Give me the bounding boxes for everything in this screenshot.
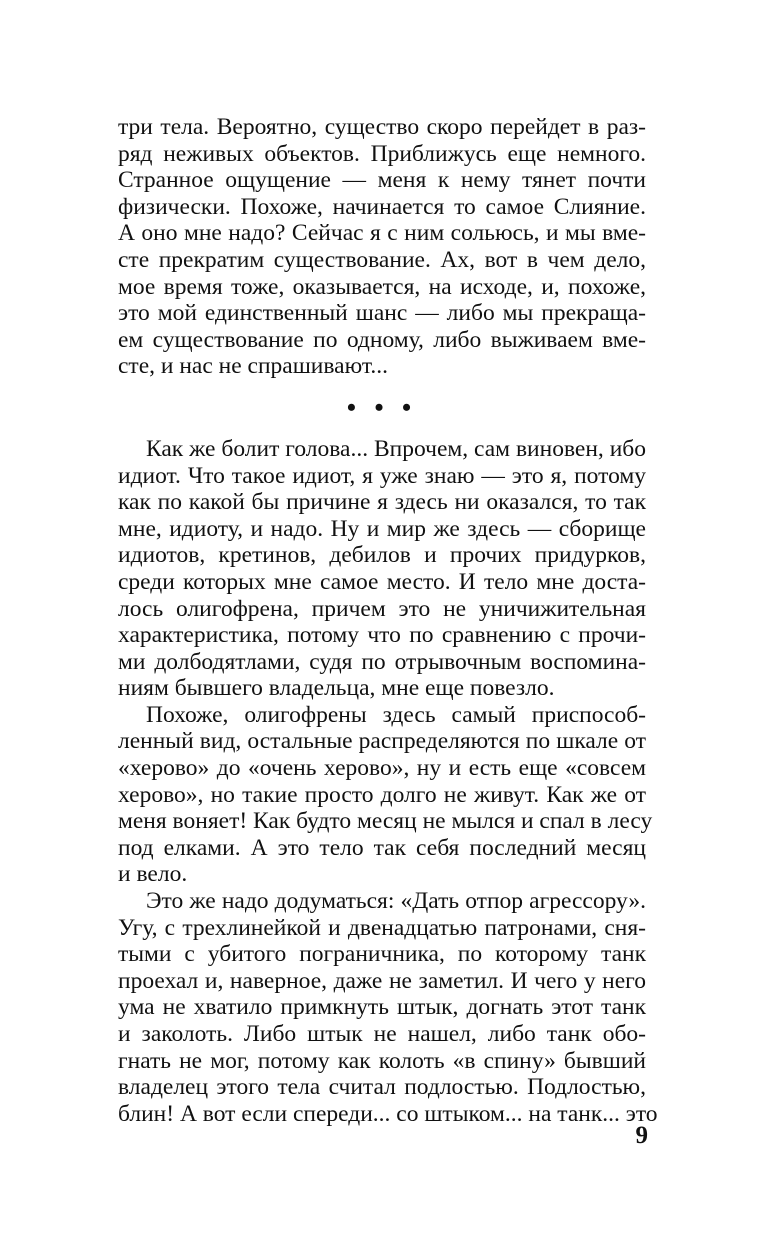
text-line: Угу, с трехлинейкой и двенадцатью патронами, сня-	[118, 914, 646, 941]
paragraph	[118, 888, 658, 1127]
text-line: ленный вид, остальные распределяются по шкале от	[118, 728, 646, 755]
text-line: ниям бывшего владельца, мне еще повезло.	[118, 675, 555, 702]
text-line: Похоже, олигофрены здесь самый приспособ-	[146, 701, 646, 728]
paragraph-continuation	[118, 114, 646, 380]
page-number: 9	[635, 1122, 648, 1149]
text-line: «херово» до «очень херово», ну и есть еще «совсем	[118, 755, 646, 782]
text-line: херово», но такие просто долго не живут. Как же от	[118, 781, 646, 808]
text-line: проехал и, наверное, даже не заметил. И чего у него	[118, 967, 646, 994]
text-line: это мой единственный шанс — либо мы прекраща-	[118, 300, 646, 327]
text-line: Странное ощущение — меня к нему тянет почти	[118, 167, 646, 194]
text-line: под елками. А это тело так себя последний месяц	[118, 834, 646, 861]
text-line: ем существование по одному, либо выживаем вме-	[118, 326, 646, 353]
text-line: А оно мне надо? Сейчас я с ним сольюсь, и мы вме-	[118, 220, 646, 247]
text-line: мне, идиоту, и надо. Ну и мир же здесь — сборище	[118, 515, 646, 542]
text-line: три тела. Вероятно, существо скоро перейдет в раз-	[118, 114, 646, 140]
text-line: лось олигофрена, причем это не уничижительная	[118, 595, 646, 622]
text-line: физически. Похоже, начинается то самое Слияние.	[118, 193, 646, 220]
text-line: Это же надо додуматься: «Дать отпор агрессору».	[146, 888, 646, 915]
text-line: владелец этого тела считал подлостью. Подлостью,	[118, 1074, 646, 1101]
text-line: характеристика, потому что по сравнению с прочи-	[118, 622, 646, 649]
text-line: ряд неживых объектов. Приближусь еще немного.	[118, 140, 646, 167]
text-line: гнать не мог, потому как колоть «в спину» бывший	[118, 1047, 646, 1074]
text-line: среди которых мне самое место. И тело мне доста-	[118, 568, 646, 595]
text-line: блин! А вот если спереди... со штыком... на танк... это	[118, 1100, 658, 1127]
text-line: сте, и нас не спрашивают...	[118, 353, 388, 380]
text-line: тыми с убитого пограничника, по которому танк	[118, 941, 646, 968]
text-line: сте прекратим существование. Ах, вот в чем дело,	[118, 246, 646, 273]
paragraph	[118, 701, 653, 888]
section-separator: • • •	[346, 392, 418, 422]
text-line: и вело.	[118, 861, 188, 888]
text-line: и заколоть. Либо штык не нашел, либо танк обо-	[118, 1021, 646, 1047]
text-line: меня воняет! Как будто месяц не мылся и спал в лесу	[118, 808, 653, 835]
text-line: мое время тоже, оказывается, на исходе, и, похоже,	[118, 273, 646, 300]
text-line: ми долбодятлами, судя по отрывочным воспомина-	[118, 648, 646, 675]
text-line: ума не хватило примкнуть штык, догнать этот танк	[118, 994, 646, 1021]
text-line: как по какой бы причине я здесь ни оказался, то так	[118, 489, 646, 516]
book-page-text	[118, 114, 658, 1127]
text-line: Как же болит голова... Впрочем, сам виновен, ибо	[146, 435, 646, 462]
text-line: идиотов, кретинов, дебилов и прочих придурков,	[118, 542, 646, 569]
paragraph	[118, 436, 646, 702]
text-line: идиот. Что такое идиот, я уже знаю — это я, потому	[118, 462, 646, 489]
